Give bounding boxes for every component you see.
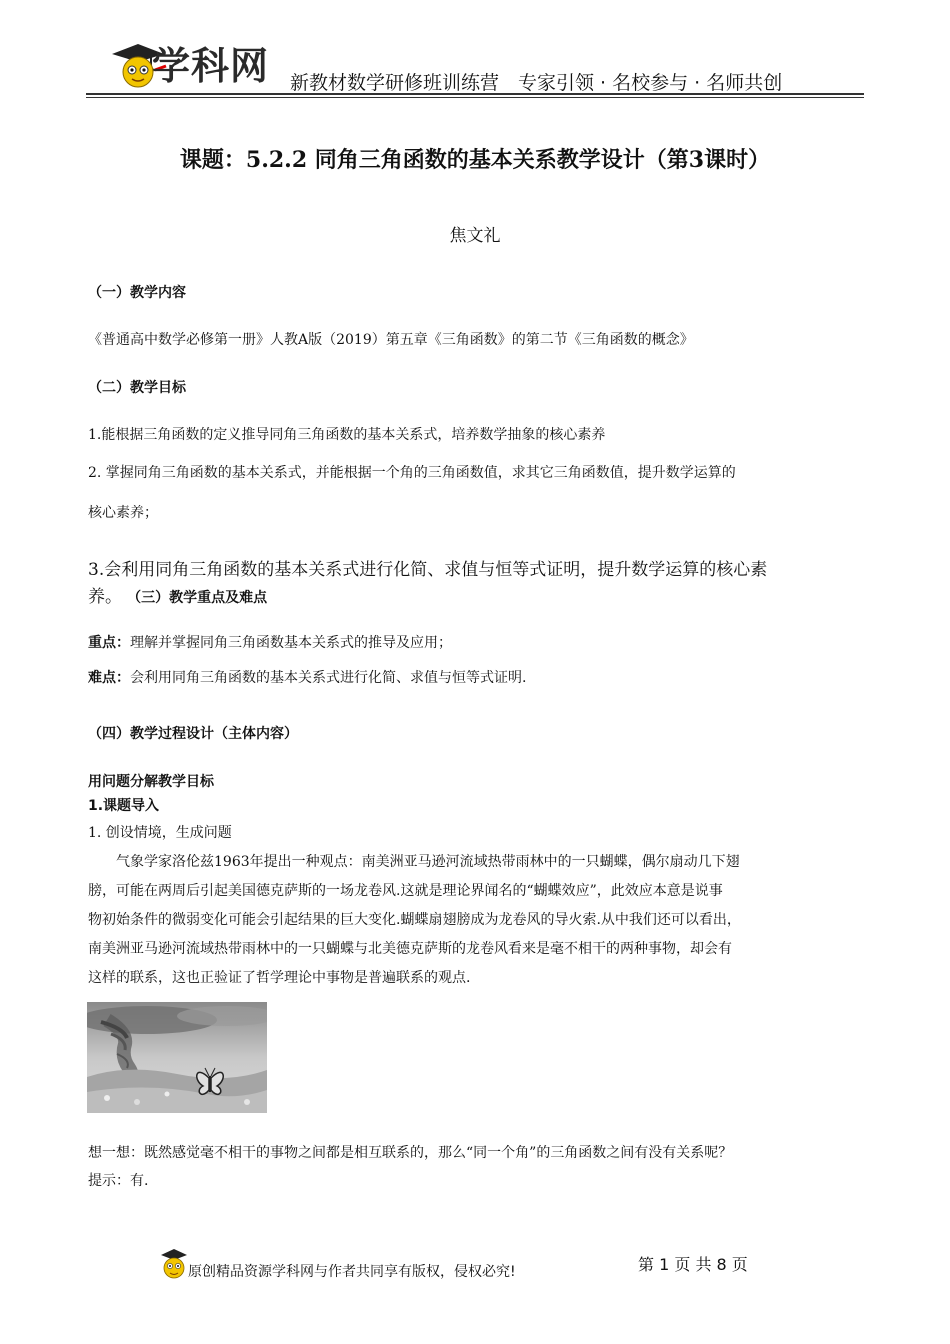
difficult-text: 会利用同角三角函数的基本关系式进行化简、求值与恒等式证明. (130, 670, 527, 686)
document-title: 课题：5.2.2 同角三角函数的基本关系教学设计（第3课时） (179, 147, 771, 173)
logo-text: 学科网 (152, 44, 270, 88)
key-label: 重点： (88, 635, 130, 651)
content-text: 《普通高中数学必修第一册》人教A版（2019）第五章《三角函数》的第二节《三角函数的概念》 (88, 332, 694, 348)
key-point (88, 632, 452, 652)
difficult-label: 难点： (88, 670, 130, 686)
page-number: 第 1 页 共 8 页 (638, 1255, 748, 1274)
story-line: 这样的联系，这也正验证了哲学理论中事物是普遍联系的观点. (88, 970, 471, 986)
section-heading-goals: （二）教学目标 (88, 380, 186, 396)
key-text: 理解并掌握同角三角函数基本关系式的推导及应用； (130, 635, 452, 651)
think-question: 想一想：既然感觉毫不相干的事物之间都是相互联系的，那么“同一个角”的三角函数之间有没有关系呢？ (88, 1145, 733, 1161)
subheading-introduction: 1.课题导入 (88, 798, 160, 814)
goal-2-line-2: 核心素养； (88, 505, 158, 521)
goal-1: 1.能根据三角函数的定义推导同角三角函数的基本关系式，培养数学抽象的核心素养 (88, 427, 606, 443)
story-line: 南美洲亚马逊河流域热带雨林中的一只蝴蝶与北美德克萨斯的龙卷风看来是毫不相干的两种事物，却会有 (88, 941, 732, 957)
story-line: 物初始条件的微弱变化可能会引起结果的巨大变化.蝴蝶扇翅膀成为龙卷风的导火索.从中我们还可以看出， (88, 912, 741, 928)
header-slogan: 新教材数学研修班训练营 专家引领 · 名校参与 · 名师共创 (290, 72, 783, 94)
author: 焦文礼 (449, 226, 501, 246)
step-1: 1. 创设情境，生成问题 (88, 825, 232, 841)
story-line: 膀，可能在两周后引起美国德克萨斯的一场龙卷风.这就是理论界闻名的“蝴蝶效应”，此效应本意是说事 (88, 883, 723, 899)
section-heading-keypoints: （三）教学重点及难点 (127, 590, 268, 606)
story-paragraph (88, 848, 868, 993)
hint: 提示：有. (88, 1173, 149, 1189)
goal-3-line-2: 养。 (88, 587, 122, 607)
section-heading-content: （一）教学内容 (88, 285, 186, 301)
goal-3-line-2-row (88, 582, 267, 607)
mascot-icon (160, 1247, 188, 1283)
header-divider (86, 93, 864, 95)
footer-copyright: 原创精品资源学科网与作者共同享有版权，侵权必究! (188, 1264, 516, 1280)
story-line: 气象学家洛伦兹1963年提出一种观点：南美洲亚马逊河流域热带雨林中的一只蝴蝶，偶尔扇动几下翅 (88, 854, 740, 870)
tornado-butterfly-image (87, 1002, 267, 1113)
goal-3-line-1: 3.会利用同角三角函数的基本关系式进行化简、求值与恒等式证明，提升数学运算的核心素 (88, 560, 768, 580)
header-divider-thin (86, 97, 864, 98)
footer-mascot (160, 1247, 188, 1283)
goal-2-line-1: 2. 掌握同角三角函数的基本关系式，并能根据一个角的三角函数值，求其它三角函数值，提升数学运算的 (88, 465, 736, 481)
difficult-point (88, 667, 526, 687)
subheading-goals-breakdown: 用问题分解教学目标 (88, 774, 214, 790)
section-heading-process: （四）教学过程设计（主体内容） (88, 726, 298, 742)
